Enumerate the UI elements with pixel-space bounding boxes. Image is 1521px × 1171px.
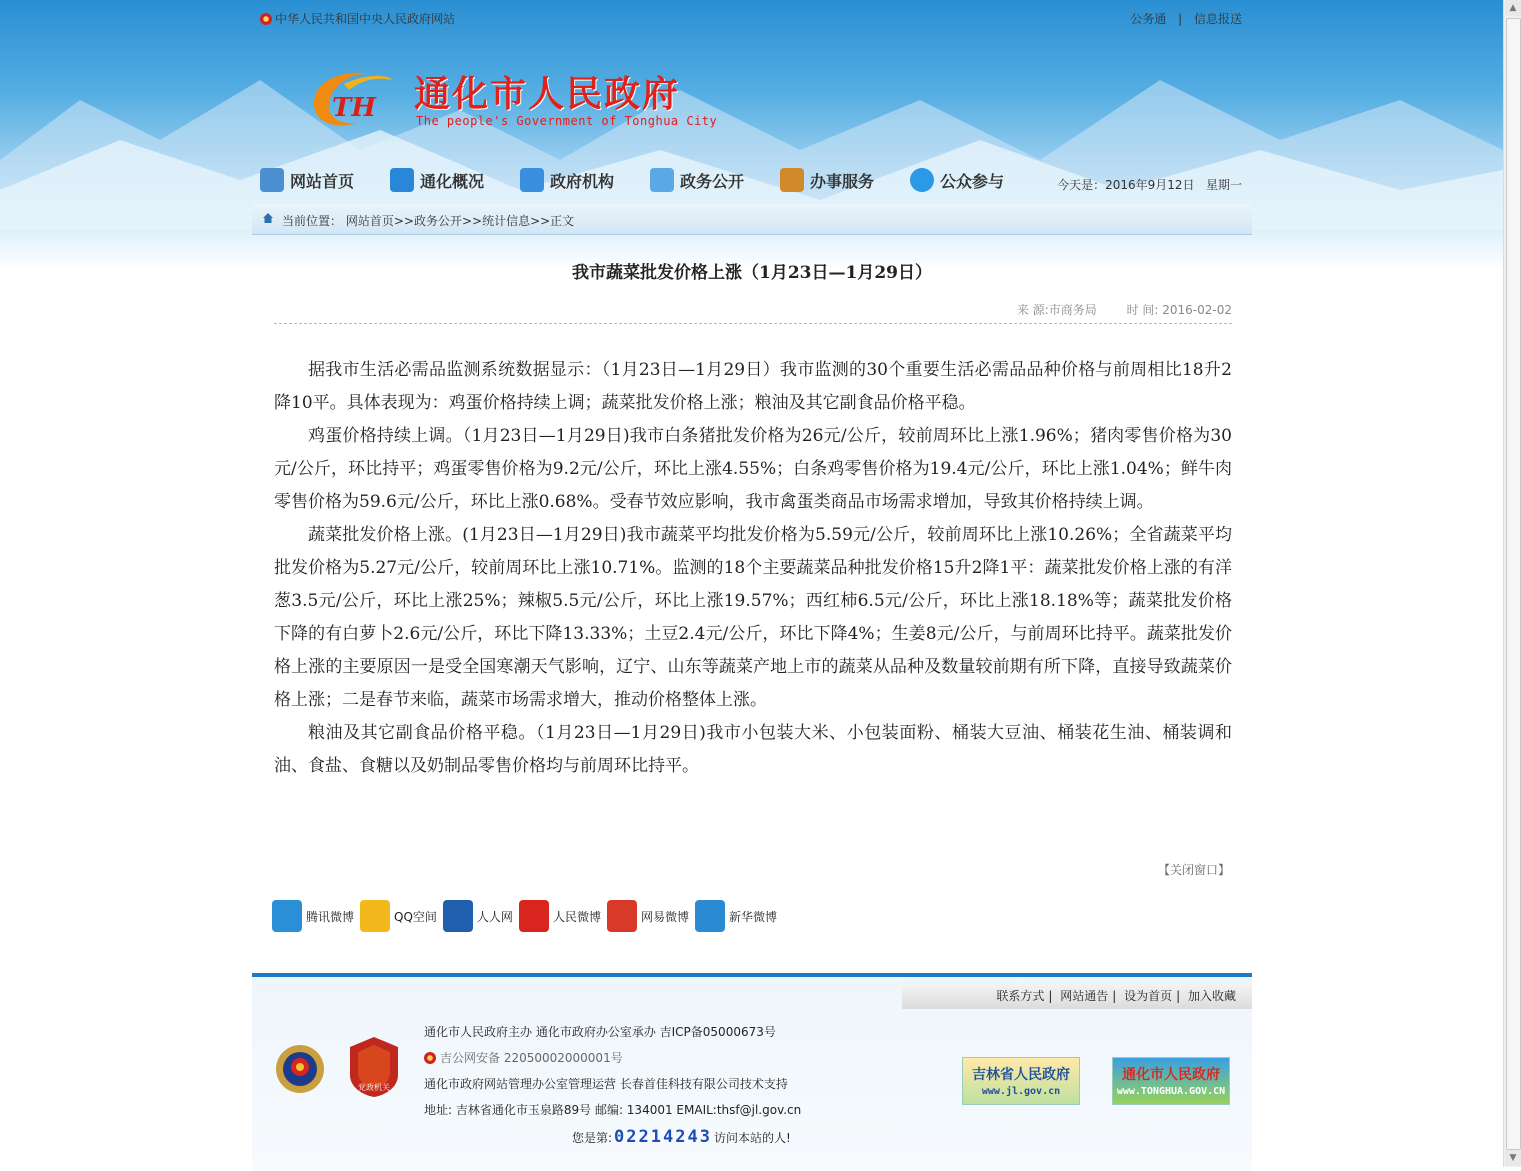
nav-item-gov-affairs[interactable] bbox=[650, 168, 744, 192]
site-title: 通化市人民政府 bbox=[414, 73, 681, 115]
jilin-gov-banner[interactable] bbox=[962, 1057, 1080, 1105]
tonghua-gov-banner[interactable] bbox=[1112, 1057, 1230, 1105]
tonghua-banner-url: www.TONGHUA.GOV.CN bbox=[1116, 1086, 1226, 1097]
date-text: 今天是：2016年9月12日 bbox=[1057, 178, 1195, 192]
scroll-up-icon[interactable]: ▲ bbox=[1505, 0, 1521, 16]
footer-line-3: 通化市政府网站管理办公室管理运营 长春首佳科技有限公司技术支持 bbox=[424, 1077, 788, 1091]
qzone-icon bbox=[360, 900, 390, 932]
visitor-counter bbox=[572, 1127, 791, 1147]
nav-item-gov-org[interactable] bbox=[520, 168, 614, 192]
weekday-text: 星期一 bbox=[1205, 178, 1242, 192]
tonghua-logo-icon bbox=[304, 64, 394, 134]
overview-icon bbox=[390, 168, 414, 192]
netease-weibo-icon bbox=[607, 900, 637, 932]
article-title: 我市蔬菜批发价格上涨（1月23日—1月29日） bbox=[572, 263, 932, 283]
share-bar bbox=[272, 900, 783, 932]
footer-link-notice[interactable]: 网站通告 bbox=[1060, 989, 1109, 1003]
main-nav bbox=[252, 164, 1252, 200]
doc-icon bbox=[650, 168, 674, 192]
share-tencent-weibo[interactable] bbox=[272, 900, 354, 932]
share-people-weibo[interactable] bbox=[519, 900, 601, 932]
jilin-banner-url: www.jl.gov.cn bbox=[981, 1086, 1061, 1097]
time-label bbox=[1127, 303, 1232, 317]
renren-icon bbox=[443, 900, 473, 932]
nav-item-home[interactable] bbox=[260, 168, 354, 192]
footer-link-favorite[interactable]: 加入收藏 bbox=[1187, 989, 1236, 1003]
article-paragraph: 粮油及其它副食品价格平稳。（1月23日—1月29日)我市小包装大米、小包装面粉、桶装大豆油、桶装花生油、桶装调和油、食盐、食糖以及奶制品零售价格均与前周环比持平。 bbox=[274, 723, 1232, 776]
footer bbox=[252, 973, 1252, 1171]
share-netease-weibo[interactable] bbox=[607, 900, 689, 932]
share-label: 新华微博 bbox=[728, 909, 777, 924]
breadcrumb-home-icon bbox=[262, 212, 274, 224]
share-renren[interactable] bbox=[443, 900, 513, 932]
footer-line-4: 地址: 吉林省通化市玉泉路89号 邮编: 134001 EMAIL:thsf@jl.gov.cn bbox=[424, 1103, 802, 1117]
central-gov-link[interactable] bbox=[260, 10, 455, 27]
site-subtitle: The people's Government of Tonghua City bbox=[416, 114, 718, 128]
breadcrumb-label: 当前位置： bbox=[282, 214, 343, 228]
article-body bbox=[274, 354, 1232, 783]
top-links-separator: | bbox=[1178, 12, 1183, 26]
national-emblem-icon bbox=[260, 13, 272, 25]
nav-item-label: 办事服务 bbox=[810, 171, 875, 191]
home-icon bbox=[260, 168, 284, 192]
people-weibo-icon bbox=[519, 900, 549, 932]
top-links bbox=[1126, 10, 1246, 27]
info-report-link[interactable]: 信息报送 bbox=[1193, 12, 1242, 26]
nav-item-services[interactable] bbox=[780, 168, 874, 192]
footer-links: 联系方式 | 网站通告 | 设为首页 | 加入收藏 bbox=[902, 983, 1252, 1009]
footer-beian[interactable] bbox=[424, 1045, 801, 1071]
visit-suffix: 访问本站的人! bbox=[713, 1130, 791, 1145]
article-paragraph: 据我市生活必需品监测系统数据显示：（1月23日—1月29日）我市监测的30个重要生活必需品品种价格与前周相比18升2降10平。具体表现为：鸡蛋价格持续上调；蔬菜批发价格上涨；粮油及其它副食品价格平稳。 bbox=[274, 360, 1232, 413]
gongwutong-link[interactable]: 公务通 bbox=[1130, 12, 1167, 26]
footer-info bbox=[424, 1019, 801, 1123]
footer-link-contact[interactable]: 联系方式 bbox=[996, 989, 1045, 1003]
nav-item-label: 网站首页 bbox=[290, 171, 355, 191]
share-label: 腾讯微博 bbox=[306, 909, 355, 924]
share-label: QQ空间 bbox=[394, 909, 437, 924]
source-label bbox=[1017, 303, 1097, 317]
share-xinhua-weibo[interactable] bbox=[695, 900, 777, 932]
logo-letters: TH bbox=[332, 93, 376, 123]
xinhua-weibo-icon bbox=[695, 900, 725, 932]
vertical-scrollbar[interactable] bbox=[1503, 0, 1521, 1167]
nav-item-label: 通化概况 bbox=[420, 171, 485, 191]
today-date bbox=[1057, 176, 1242, 193]
org-icon bbox=[520, 168, 544, 192]
beian-text: 吉公网安备 22050002000001号 bbox=[440, 1051, 623, 1065]
article-paragraph: 鸡蛋价格持续上调。（1月23日—1月29日)我市白条猪批发价格为26元/公斤，较前周环比上涨1.96%；猪肉零售价格为30元/公斤，环比持平；鸡蛋零售价格为9.2元/公斤，环比上涨4.55%；白条鸡零售价格为19.4元/公斤，环比上涨1.04%；鲜牛肉零售价格为59.6元/公斤，环比上涨0.68%。受春节效应影响，我市禽蛋类商品市场需求增加，导致其价格持续上调。 bbox=[274, 426, 1232, 512]
close-window-link[interactable]: 【关闭窗口】 bbox=[1157, 863, 1230, 877]
footer-link-homepage[interactable]: 设为首页 bbox=[1124, 989, 1173, 1003]
share-label: 人人网 bbox=[476, 909, 513, 924]
article-meta bbox=[991, 301, 1232, 318]
breadcrumb bbox=[252, 204, 1252, 235]
party-gov-badge-icon[interactable] bbox=[348, 1035, 400, 1099]
share-label: 网易微博 bbox=[640, 909, 689, 924]
nav-item-label: 政府机构 bbox=[550, 171, 615, 191]
police-badge-icon[interactable] bbox=[274, 1039, 326, 1099]
nav-item-public[interactable] bbox=[910, 168, 1004, 192]
source-label-text: 来 源: bbox=[1016, 303, 1049, 317]
title-divider bbox=[274, 323, 1232, 324]
visit-prefix: 您是第: bbox=[572, 1130, 613, 1145]
nav-item-overview[interactable] bbox=[390, 168, 484, 192]
visit-count: 02214243 bbox=[614, 1127, 712, 1147]
mountain-backdrop bbox=[0, 40, 1503, 230]
service-icon bbox=[780, 168, 804, 192]
source-value: 市商务局 bbox=[1048, 303, 1097, 317]
central-gov-label: 中华人民共和国中央人民政府网站 bbox=[275, 12, 456, 26]
time-value: 2016-02-02 bbox=[1162, 303, 1232, 317]
share-qzone[interactable] bbox=[360, 900, 437, 932]
scroll-down-icon[interactable]: ▼ bbox=[1505, 1150, 1521, 1166]
breadcrumb-path[interactable]: 网站首页>>政务公开>>统计信息>>正文 bbox=[345, 214, 575, 228]
beian-emblem-icon bbox=[424, 1052, 436, 1064]
chat-icon bbox=[910, 168, 934, 192]
jilin-banner-title: 吉林省人民政府 bbox=[972, 1067, 1070, 1083]
footer-line-1: 通化市人民政府主办 通化市政府办公室承办 吉ICP备05000673号 bbox=[424, 1025, 776, 1039]
share-label: 人民微博 bbox=[552, 909, 601, 924]
tencent-weibo-icon bbox=[272, 900, 302, 932]
nav-item-label: 公众参与 bbox=[940, 171, 1005, 191]
badge-text: 党政机关 bbox=[358, 1083, 390, 1092]
tonghua-banner-title: 通化市人民政府 bbox=[1122, 1067, 1220, 1083]
scrollbar-thumb[interactable] bbox=[1506, 18, 1521, 1150]
article-paragraph: 蔬菜批发价格上涨。(1月23日—1月29日)我市蔬菜平均批发价格为5.59元/公斤，较前周环比上涨10.26%；全省蔬菜平均批发价格为5.27元/公斤，较前周环比上涨10.71%。监测的18个主要蔬菜品种批发价格15升2降1平：蔬菜批发价格上涨的有洋葱3.5元/公斤，环比上涨25%；辣椒5.5元/公斤，环比上涨19.57%；西红柿6.5元/公斤，环比上涨18.18%等；蔬菜批发价格下降的有白萝卜2.6元/公斤，环比下降13.33%；土豆2.4元/公斤，环比下降4%；生姜8元/公斤，与前周环比持平。蔬菜批发价格上涨的主要原因一是受全国寒潮天气影响，辽宁、山东等蔬菜产地上市的蔬菜从品种及数量较前期有所下降，直接导致蔬菜价格上涨；二是春节来临，蔬菜市场需求增大，推动价格整体上涨。 bbox=[274, 525, 1232, 710]
time-label-text: 时 间: bbox=[1126, 303, 1159, 317]
top-bar bbox=[252, 0, 1252, 34]
nav-item-label: 政务公开 bbox=[680, 171, 745, 191]
